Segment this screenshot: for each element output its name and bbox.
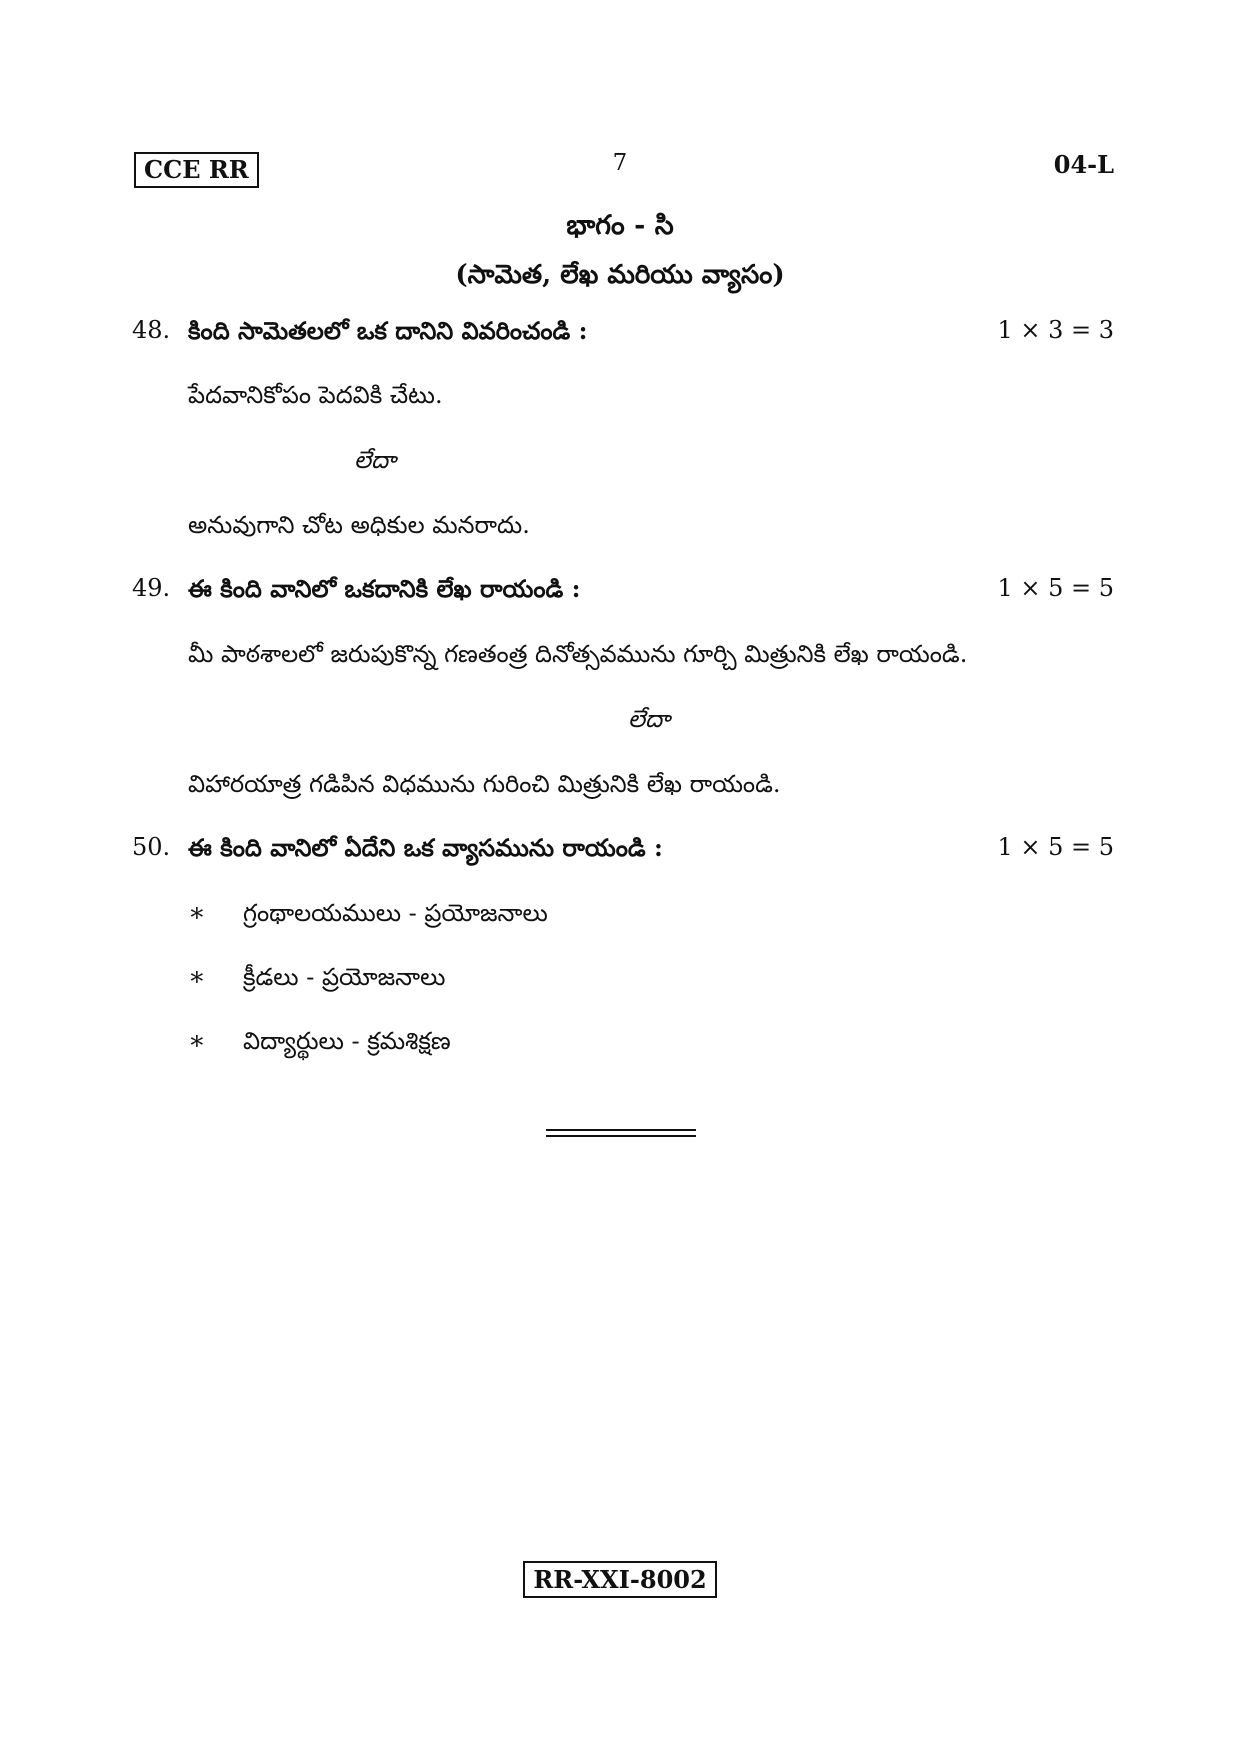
paper-code: 04-L [1053, 150, 1114, 179]
essay-topic-1: గ్రంథాలయములు - ప్రయోజనాలు [243, 899, 548, 927]
asterisk-bullet-icon: ∗ [188, 898, 206, 928]
question-48-prompt: కింది సామెతలలో ఒక దానిని వివరించండి : [188, 316, 588, 345]
question-49-prompt: ఈ కింది వానిలో ఒకదానికి లేఖ రాయండి : [188, 574, 581, 603]
question-49-option-b: విహారయాత్ర గడిపిన విధమును గురించి మిత్రునికి లేఖ రాయండి. [188, 770, 781, 798]
question-50-marks: 1 × 5 = 5 [997, 833, 1114, 861]
question-48-option-a: పేదవానికోపం పెదవికి చేటు. [188, 381, 443, 409]
asterisk-bullet-icon: ∗ [188, 1026, 206, 1056]
end-rule-top [546, 1129, 696, 1131]
question-49-option-a: మీ పాఠశాలలో జరుపుకొన్న గణతంత్ర దినోత్సవమును గూర్చి మిత్రునికి లేఖ రాయండి. [188, 640, 968, 668]
question-49-number: 49. [132, 574, 171, 602]
question-49-or: లేదా [628, 705, 670, 733]
essay-topic-3: విద్యార్థులు - క్రమశిక్షణ [243, 1027, 451, 1055]
footer-code: RR-XXI-8002 [523, 1561, 716, 1598]
question-48-option-b: అనువుగాని చోట అధికుల మనరాదు. [188, 511, 530, 539]
question-50-prompt: ఈ కింది వానిలో ఏదేని ఒక వ్యాసమును రాయండి : [188, 833, 663, 862]
question-48-or: లేదా [354, 446, 396, 474]
section-subtitle: (సామెత, లేఖ మరియు వ్యాసం) [455, 260, 785, 290]
asterisk-bullet-icon: ∗ [188, 962, 206, 992]
section-title: భాగం - సి [566, 210, 674, 241]
question-48-marks: 1 × 3 = 3 [997, 316, 1114, 344]
end-rule-bottom [546, 1135, 696, 1137]
essay-topic-2: క్రీడలు - ప్రయోజనాలు [243, 963, 446, 991]
question-50-number: 50. [132, 833, 171, 861]
page-number: 7 [612, 150, 628, 176]
question-48-number: 48. [132, 316, 171, 344]
question-49-marks: 1 × 5 = 5 [997, 574, 1114, 602]
header-code: CCE RR [134, 152, 259, 188]
footer [0, 1566, 1240, 1594]
